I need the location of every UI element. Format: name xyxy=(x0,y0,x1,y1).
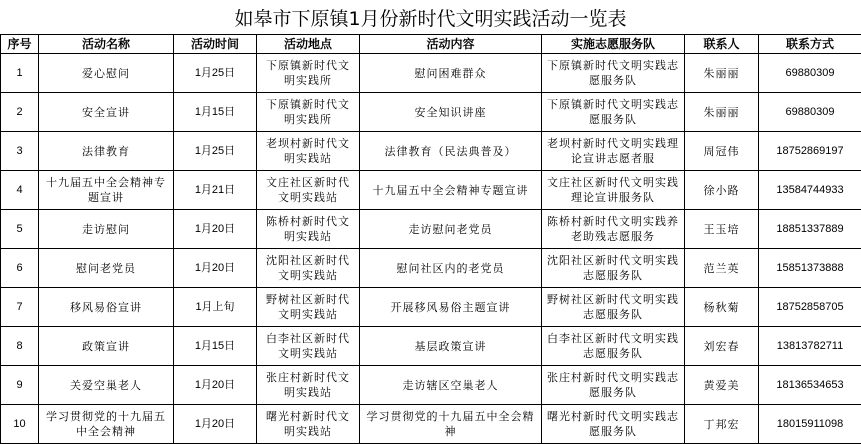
cell-team[interactable]: 野树社区新时代文明实践志愿服务队 xyxy=(542,288,685,327)
cell-contact[interactable]: 范兰英 xyxy=(685,249,759,288)
cell-name[interactable]: 政策宣讲 xyxy=(39,327,174,366)
table-row xyxy=(1,366,861,405)
cell-content[interactable]: 开展移风易俗主题宣讲 xyxy=(360,288,542,327)
cell-phone[interactable]: 69880309 xyxy=(759,93,861,132)
cell-time[interactable]: 1月21日 xyxy=(174,171,257,210)
cell-phone[interactable]: 18015911098 xyxy=(759,405,861,444)
activity-table xyxy=(0,34,861,444)
cell-content[interactable]: 走访慰问老党员 xyxy=(360,210,542,249)
cell-phone[interactable]: 13813782711 xyxy=(759,327,861,366)
table-row xyxy=(1,54,861,93)
header-team: 实施志愿服务队 xyxy=(542,35,685,54)
cell-time[interactable]: 1月15日 xyxy=(174,93,257,132)
header-time: 活动时间 xyxy=(174,35,257,54)
cell-content[interactable]: 十九届五中全会精神专题宣讲 xyxy=(360,171,542,210)
cell-content[interactable]: 基层政策宣讲 xyxy=(360,327,542,366)
cell-time[interactable]: 1月20日 xyxy=(174,405,257,444)
header-row xyxy=(1,35,861,54)
cell-phone[interactable]: 69880309 xyxy=(759,54,861,93)
cell-place[interactable]: 陈桥村新时代文明实践站 xyxy=(257,210,360,249)
cell-place[interactable]: 沈阳社区新时代文明实践站 xyxy=(257,249,360,288)
cell-place[interactable]: 白李社区新时代文明实践站 xyxy=(257,327,360,366)
cell-content[interactable]: 学习贯彻党的十九届五中全会精神 xyxy=(360,405,542,444)
cell-place[interactable]: 文庄社区新时代文明实践站 xyxy=(257,171,360,210)
cell-name[interactable]: 移风易俗宣讲 xyxy=(39,288,174,327)
cell-place[interactable]: 下原镇新时代文明实践所 xyxy=(257,93,360,132)
cell-contact[interactable]: 周冠伟 xyxy=(685,132,759,171)
table-row xyxy=(1,93,861,132)
cell-team[interactable]: 白李社区新时代文明实践志愿服务队 xyxy=(542,327,685,366)
cell-team[interactable]: 曙光村新时代文明实践志愿服务队 xyxy=(542,405,685,444)
cell-contact[interactable]: 王玉培 xyxy=(685,210,759,249)
cell-no[interactable]: 3 xyxy=(1,132,39,171)
cell-contact[interactable]: 丁邦宏 xyxy=(685,405,759,444)
cell-no[interactable]: 7 xyxy=(1,288,39,327)
cell-team[interactable]: 老坝村新时代文明实践理论宣讲志愿者服 xyxy=(542,132,685,171)
header-phone: 联系方式 xyxy=(759,35,861,54)
header-no: 序号 xyxy=(1,35,39,54)
cell-place[interactable]: 老坝村新时代文明实践站 xyxy=(257,132,360,171)
cell-team[interactable]: 文庄社区新时代文明实践理论宣讲服务队 xyxy=(542,171,685,210)
cell-time[interactable]: 1月上旬 xyxy=(174,288,257,327)
cell-name[interactable]: 安全宣讲 xyxy=(39,93,174,132)
cell-content[interactable]: 安全知识讲座 xyxy=(360,93,542,132)
cell-name[interactable]: 走访慰问 xyxy=(39,210,174,249)
cell-content[interactable]: 慰问困难群众 xyxy=(360,54,542,93)
cell-contact[interactable]: 黄爱美 xyxy=(685,366,759,405)
table-row xyxy=(1,288,861,327)
header-content: 活动内容 xyxy=(360,35,542,54)
cell-contact[interactable]: 杨秋菊 xyxy=(685,288,759,327)
cell-no[interactable]: 6 xyxy=(1,249,39,288)
cell-no[interactable]: 1 xyxy=(1,54,39,93)
cell-no[interactable]: 9 xyxy=(1,366,39,405)
cell-place[interactable]: 张庄村新时代文明实践站 xyxy=(257,366,360,405)
cell-content[interactable]: 走访辖区空巢老人 xyxy=(360,366,542,405)
cell-contact[interactable]: 刘宏春 xyxy=(685,327,759,366)
cell-team[interactable]: 张庄村新时代文明实践志愿服务队 xyxy=(542,366,685,405)
cell-name[interactable]: 学习贯彻党的十九届五中全会精神 xyxy=(39,405,174,444)
cell-name[interactable]: 爱心慰问 xyxy=(39,54,174,93)
cell-phone[interactable]: 18136534653 xyxy=(759,366,861,405)
header-place: 活动地点 xyxy=(257,35,360,54)
table-row xyxy=(1,327,861,366)
cell-name[interactable]: 十九届五中全会精神专题宣讲 xyxy=(39,171,174,210)
cell-no[interactable]: 5 xyxy=(1,210,39,249)
cell-no[interactable]: 10 xyxy=(1,405,39,444)
cell-place[interactable]: 下原镇新时代文明实践所 xyxy=(257,54,360,93)
table-row xyxy=(1,249,861,288)
cell-team[interactable]: 下原镇新时代文明实践志愿服务队 xyxy=(542,54,685,93)
cell-time[interactable]: 1月15日 xyxy=(174,327,257,366)
cell-time[interactable]: 1月20日 xyxy=(174,210,257,249)
cell-team[interactable]: 下原镇新时代文明实践志愿服务队 xyxy=(542,93,685,132)
cell-content[interactable]: 法律教育（民法典普及） xyxy=(360,132,542,171)
cell-no[interactable]: 4 xyxy=(1,171,39,210)
cell-time[interactable]: 1月20日 xyxy=(174,249,257,288)
cell-place[interactable]: 曙光村新时代文明实践站 xyxy=(257,405,360,444)
cell-content[interactable]: 慰问社区内的老党员 xyxy=(360,249,542,288)
cell-time[interactable]: 1月25日 xyxy=(174,54,257,93)
cell-no[interactable]: 8 xyxy=(1,327,39,366)
cell-contact[interactable]: 徐小路 xyxy=(685,171,759,210)
cell-contact[interactable]: 朱丽丽 xyxy=(685,93,759,132)
header-name: 活动名称 xyxy=(39,35,174,54)
cell-name[interactable]: 关爱空巢老人 xyxy=(39,366,174,405)
cell-no[interactable]: 2 xyxy=(1,93,39,132)
cell-contact[interactable]: 朱丽丽 xyxy=(685,54,759,93)
table-row xyxy=(1,210,861,249)
cell-phone[interactable]: 15851373888 xyxy=(759,249,861,288)
cell-place[interactable]: 野树社区新时代文明实践站 xyxy=(257,288,360,327)
cell-name[interactable]: 法律教育 xyxy=(39,132,174,171)
table-title: 如皋市下原镇1月份新时代文明实践活动一览表 xyxy=(0,0,861,34)
table-row xyxy=(1,132,861,171)
table-row xyxy=(1,171,861,210)
cell-team[interactable]: 沈阳社区新时代文明实践志愿服务队 xyxy=(542,249,685,288)
cell-phone[interactable]: 13584744933 xyxy=(759,171,861,210)
cell-time[interactable]: 1月25日 xyxy=(174,132,257,171)
header-contact: 联系人 xyxy=(685,35,759,54)
cell-name[interactable]: 慰问老党员 xyxy=(39,249,174,288)
cell-time[interactable]: 1月20日 xyxy=(174,366,257,405)
cell-phone[interactable]: 18752858705 xyxy=(759,288,861,327)
cell-phone[interactable]: 18851337889 xyxy=(759,210,861,249)
cell-team[interactable]: 陈桥村新时代文明实践养老助残志愿服务 xyxy=(542,210,685,249)
cell-phone[interactable]: 18752869197 xyxy=(759,132,861,171)
